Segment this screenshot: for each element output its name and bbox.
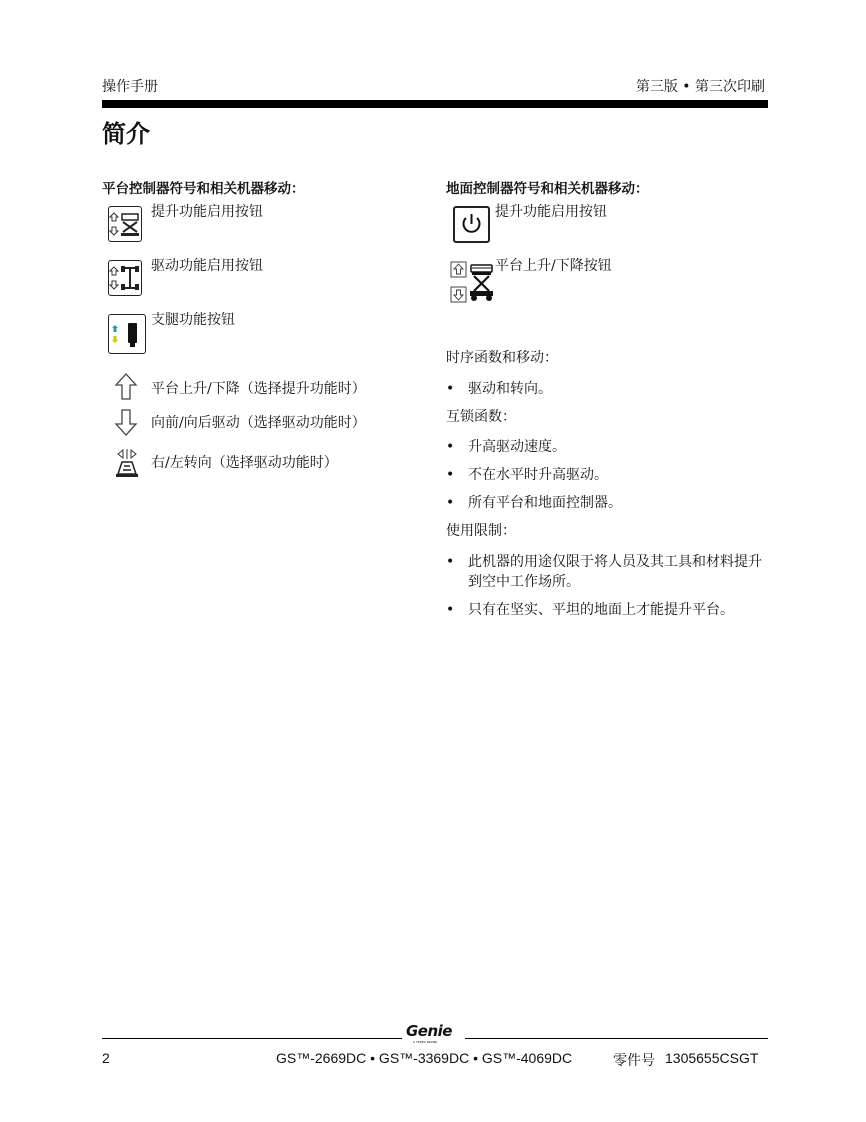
left-item-label: 支腿功能按钮 [151, 312, 235, 328]
list-item: • 只有在坚实、平坦的地面上才能提升平台。 [446, 602, 734, 618]
list-item: • 所有平台和地面控制器。 [446, 495, 622, 511]
left-item-label: 右/左转向（选择驱动功能时） [151, 455, 338, 471]
list-item: • 此机器的用途仅限于将人员及其工具和材料提升到空中工作场所。 [446, 554, 762, 590]
left-item-label: 平台上升/下降（选择提升功能时） [151, 381, 366, 397]
right-item-label: 提升功能启用按钮 [495, 204, 607, 220]
power-icon [453, 206, 490, 243]
list-item: • 不在水平时升高驱动。 [446, 467, 608, 483]
limits-heading: 使用限制： [446, 523, 516, 539]
footer-part-number: 1305655CSGT [665, 1050, 759, 1066]
interlock-heading: 互锁函数： [446, 409, 516, 425]
left-item-label: 驱动功能启用按钮 [151, 258, 263, 274]
footer-rule-right [465, 1038, 768, 1039]
header-manual-title: 操作手册 [102, 79, 158, 95]
left-section-heading: 平台控制器符号和相关机器移动： [102, 181, 305, 197]
sequence-heading: 时序函数和移动： [446, 350, 558, 366]
list-item: • 升高驱动速度。 [446, 439, 566, 455]
arrow-up-outline-icon [114, 373, 138, 401]
header-edition: 第三版 • 第三次印刷 [635, 79, 765, 95]
drive-enable-icon [108, 260, 142, 296]
list-item: • 驱动和转向。 [446, 381, 552, 397]
left-item-label: 向前/向后驱动（选择驱动功能时） [151, 415, 366, 431]
footer-models: GS™-2669DC • GS™-3369DC • GS™-4069DC [276, 1050, 573, 1066]
arrow-down-outline-icon [114, 408, 138, 436]
lift-enable-icon [108, 206, 142, 242]
right-section-heading: 地面控制器符号和相关机器移动： [446, 181, 649, 197]
steer-icon [114, 448, 140, 480]
right-item-label: 平台上升/下降按钮 [495, 258, 612, 274]
genie-logo: Genie [406, 1022, 452, 1040]
outrigger-icon [108, 314, 146, 354]
header-rule [102, 100, 768, 108]
page-number: 2 [102, 1050, 110, 1066]
left-item-label: 提升功能启用按钮 [151, 204, 263, 220]
scissor-lift-icon [450, 261, 496, 305]
logo-tagline: A TEREX BRAND [413, 1040, 438, 1044]
footer-part-label: 零件号 [613, 1053, 655, 1069]
page-title: 简介 [102, 120, 150, 148]
footer-rule-left [102, 1038, 402, 1039]
